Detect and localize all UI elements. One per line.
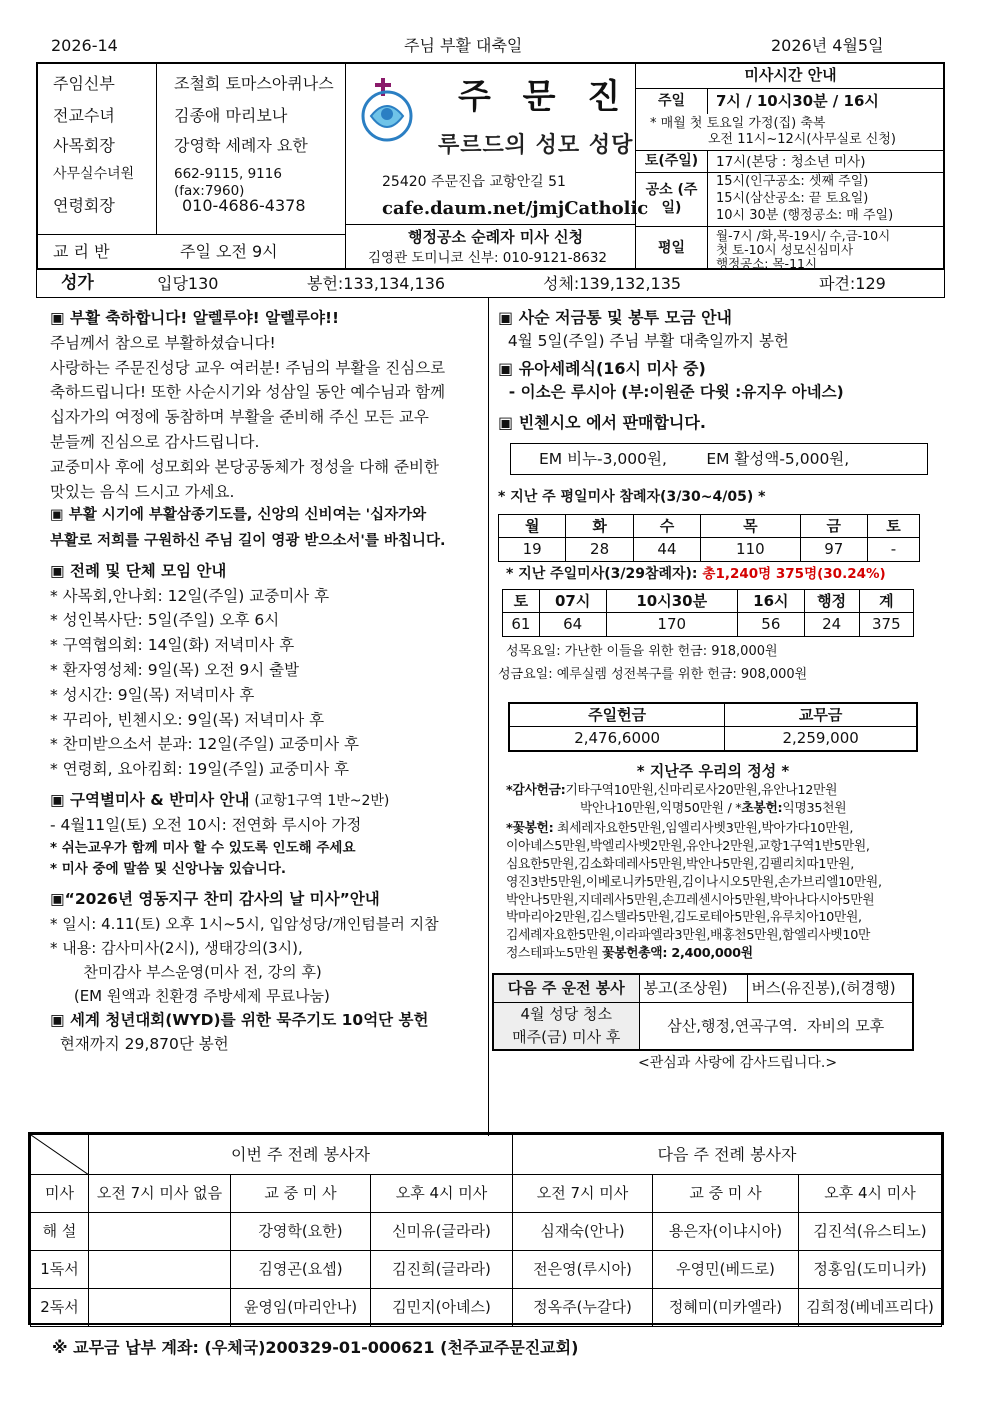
mass-value: 15시(삼산공소: 끝 토요일) [716,191,869,206]
special-offering: 성목요일: 가난한 이들을 위한 헌금: 918,000원 [506,643,778,659]
mass-title: 미사시간 안내 [744,66,837,84]
mass-value: 15시(인구공소: 셋째 주일) [716,174,869,189]
parish-logo-icon [356,76,418,144]
offering-text: 심요한5만원,김소화데레사5만원,박안나5만원,김펠리치따1만원, [506,856,854,872]
table-header: 미사 [31,1175,89,1213]
mass-note: * 매월 첫 토요일 가정(집) 축복 [650,116,826,131]
offering-text: 김세례자요한5만원,이라파엘라3만원,배홍천5만원,함엘리사벳10만 [506,928,871,944]
list-item: * 성인복사단: 5일(주일) 오후 6시 [50,611,280,630]
table-cell: 윤영임(마리안나) [231,1289,371,1327]
table-header: 금 [800,514,867,538]
right-column [498,300,928,1074]
staff-value: 주일 오전 9시 [180,242,278,261]
list-item: * 구역협의회: 14일(화) 저녁미사 후 [50,636,295,655]
offering-text: 익명35천원 [782,801,847,816]
section-heading: ▣ 부활 축하합니다! 알렐루야! 알렐루야!! [50,309,340,327]
staff-key: 사무실수녀원 [53,166,135,182]
offering-table [508,702,918,752]
special-offering: 성금요일: 예루실렘 성전복구를 위한 헌금: 908,000원 [498,667,808,683]
table-row [31,1251,942,1289]
offering-title: * 지난주 우리의 정성 * [636,761,790,780]
list-item: 현재까지 29,870단 봉헌 [50,1035,229,1054]
mass-key: 평일 [636,227,708,270]
staff-key: 교 리 반 [53,242,110,261]
table-cell: 19 [499,538,566,562]
section-heading: ▣ 세계 청년대회(WYD)를 위한 묵주기도 10억단 봉헌 [50,1010,429,1029]
staff-value: 조철희 토마스아퀴나스 [174,74,334,93]
offering-text: 정스테파노5만원 [506,946,599,962]
table-cell: 김영곤(요셉) [231,1251,371,1289]
table-header: 교무금 [725,703,917,727]
servers-table [28,1132,944,1325]
table-header: 목 [701,514,800,538]
table-cell: 170 [606,613,738,637]
hymn-entry: 입당130 [157,274,219,293]
table-cell: 신미유(글라라) [371,1213,513,1251]
mass-row-sunday [636,88,945,114]
list-item: * 찬미받으소서 분과: 12일(주일) 교중미사 후 [50,735,359,754]
offering-text: 기타구역10만원,신마리로사20만원,유안나12만원 [565,783,838,799]
feast-name: 주님 부활 대축일 [404,36,523,55]
body-line: - 이소은 루시아 (부:이원준 다윗 :유지우 아네스) [498,383,844,402]
table-cell: 김진희(글라라) [371,1251,513,1289]
hymn-communion: 성체:139,132,135 [543,274,682,293]
table-cell [89,1213,231,1251]
list-item: * 연령회, 요아킴회: 19일(주일) 교중미사 후 [50,760,349,779]
staff-value: 강영학 세례자 요한 [174,136,308,155]
table-cell: 56 [738,613,805,637]
table-cell: 97 [800,538,867,562]
offering-text: 최세레자요한5만원,임엘리사벳3만원,박아가다10만원, [553,820,854,836]
staff-key: 사목회장 [53,136,115,155]
hymn-line [36,270,945,298]
volunteer-table [492,973,914,1051]
table-cell: 정옥주(누갈다) [513,1289,653,1327]
table-row [31,1213,942,1251]
table-header: 다음 주 운전 봉사 [493,974,639,1002]
mass-row-saturday [636,150,945,172]
table-header: 10시30분 [606,589,738,613]
offering-text: 박안나5만원,지데레사5만원,손끄레센시아5만원,박아나다시아5만원 [506,892,875,908]
staff-value: 010-4686-4378 [182,196,306,215]
body-line: 4월 5일(주일) 주님 부활 대축일까지 봉헌 [498,332,789,350]
list-item: * 내용: 감사미사(2시), 생태강의(3시), [50,938,303,957]
staff-value: 662-9115, 9116 (fax:7960) [174,166,282,199]
list-item: * 쉬는교우가 함께 미사 할 수 있도록 인도해 주세요 [50,839,356,856]
offering-label: 초봉헌: [741,801,783,816]
table-cell: 해 설 [31,1213,89,1251]
staff-key: 주임신부 [53,74,115,93]
section-heading: ▣ 빈첸시오 에서 판매합니다. [498,412,706,432]
list-item: * 꾸리아, 빈첸시오: 9일(목) 저녁미사 후 [50,710,325,729]
weekday-title: * 지난 주 평일미사 참례자(3/30~4/05) * [498,488,766,505]
sunday-total: 총1,240명 375명(30.24%) [702,565,886,582]
table-header: 교 중 미 사 [231,1175,371,1213]
staff-box [38,64,346,268]
table-cell: 우영민(베드로) [653,1251,799,1289]
sunday-title: * 지난 주일미사(3/29참례자): [506,565,703,582]
section-heading: ▣ 전례 및 단체 모임 안내 [50,561,227,580]
table-cell: 110 [701,538,800,562]
table-header: 화 [566,514,633,538]
mass-note: 오전 11시~12시(사무실로 신청) [708,132,896,147]
table-header: 토 [503,589,540,613]
offering-total: 꽃봉헌총액: 2,400,000원 [602,946,753,962]
staff-key: 전교수녀 [53,106,115,125]
table-cell: 용은자(이냐시아) [653,1213,799,1251]
table-cell: 삼산,행정,연곡구역. 자비의 모후 [639,1002,913,1050]
hymn-offer: 봉헌:133,134,136 [307,274,446,293]
table-row [31,1289,942,1327]
mass-value: 행정공소: 목-11시 [716,256,818,271]
table-cell: 64 [539,613,606,637]
offering-text: 박안나10만원,익명50만원 / * [580,801,742,816]
table-cell: 28 [566,538,633,562]
section-heading: ▣ 사순 저금통 및 봉투 모금 안내 [498,308,733,327]
table-cell: 김진석(유스티노) [799,1213,942,1251]
offering-text: 이아녜스5만원,박엘리사벳2만원,유안나2만원,교항1구역1반5만원, [506,838,870,854]
mass-times-box [636,64,945,271]
staff-key: 연령회장 [53,196,115,215]
list-item: * 미사 중에 말씀 및 신앙나눔 있습니다. [50,861,287,878]
thanks-footer: <관심과 사랑에 감사드립니다.> [638,1055,838,1072]
staff-value: 김종애 마리보나 [174,106,288,125]
weekday-table [498,514,920,562]
table-header: 오후 4시 미사 [371,1175,513,1213]
table-cell: 375 [859,613,913,637]
list-item: 찬미감사 부스운영(미사 전, 강의 후) [50,962,322,981]
left-column [50,300,484,1057]
mass-row-weekday [636,226,945,270]
table-cell: 김민지(아녜스) [371,1289,513,1327]
table-header: 토 [867,514,919,538]
prayer-notice: ▣ 부활 시기에 부활삼종기도를, 신앙의 신비여는 '십자가와 [50,507,427,524]
body-line: 사랑하는 주문진성당 교우 여러분! 주님의 부활을 진심으로 [50,358,446,377]
table-header: 월 [499,514,566,538]
parish-name: 루르드의 성모 성당 [438,133,634,158]
body-line: 축하드립니다! 또한 사순시기와 성삼일 동안 예수님과 함께 [50,383,446,402]
list-item: - 4월11일(토) 오전 10시: 전연화 루시아 가정 [50,815,362,834]
table-cell [89,1251,231,1289]
prayer-notice: 부활로 저희를 구원하신 주님 길이 영광 받으소서'를 바칩니다. [50,532,446,549]
body-line: 분들께 진심으로 감사드립니다. [50,432,260,451]
offering-text: 영진3반5만원,이베로니카5만원,김이나시오5만원,손가브리엘10만원, [506,874,882,890]
list-item: * 사목회,안나회: 12일(주일) 교중미사 후 [50,586,330,605]
table-cell: 봉고(조상원) [639,974,747,1002]
body-line: 십자가의 여정에 동참하며 부활을 준비해 주신 모든 교우 [50,408,429,427]
table-header: 수 [633,514,700,538]
table-header: 16시 [738,589,805,613]
table-header: 오전 7시 미사 없음 [89,1175,231,1213]
hymn-label: 성가 [61,273,94,293]
table-cell: 정홍임(도미니카) [799,1251,942,1289]
mass-row-gongso [636,172,945,226]
offering-text: 박마리아2만원,김스텔라5만원,김도로테아5만원,유루치아10만원, [506,910,862,926]
diagonal-line-icon [31,1135,89,1175]
table-header: 매주(금) 미사 후 [512,1027,621,1046]
servers-next-week: 다음 주 전례 봉사자 [513,1135,942,1175]
table-cell: 강영학(요한) [231,1213,371,1251]
table-cell: 44 [633,538,700,562]
mass-value: 월-7시 /화,목-19시/ 수,금-10시 [716,228,891,243]
table-cell: 1독서 [31,1251,89,1289]
masthead [36,62,945,270]
cafe-link[interactable]: cafe.daum.net/jmjCatholic [382,198,649,219]
body-line: 교중미사 후에 성모회와 본당공동체가 정성을 다해 준비한 [50,457,439,476]
body-line: 주님께서 참으로 부활하셨습니다! [50,333,276,352]
table-header: 4월 성당 청소 [520,1005,613,1024]
list-item: * 성시간: 9일(목) 저녁미사 후 [50,685,255,704]
issue-number: 2026-14 [51,36,118,55]
list-item: (EM 원액과 친환경 주방세제 무료나눔) [50,986,330,1005]
pilgrim-contact: 김영관 도미니코 신부: 010-9121-8632 [368,250,608,266]
pilgrim-notice: 행정공소 순례자 미사 신청 [408,228,584,246]
table-cell: 61 [503,613,540,637]
mass-key: 공소 (주일) [636,173,708,226]
mass-value: 17시(본당 : 청소년 미사) [716,154,866,170]
table-header: 오후 4시 미사 [799,1175,942,1213]
section-heading: ▣ 구역별미사 & 반미사 안내 [50,790,250,809]
offering-label: *감사헌금: [506,783,566,799]
table-header: 오전 7시 미사 [513,1175,653,1213]
table-cell: 2,259,000 [725,727,917,751]
table-cell: 심재숙(안나) [513,1213,653,1251]
sale-box: EM 비누-3,000원, EM 활성액-5,000원, [510,443,928,475]
list-item: * 환자영성체: 9일(목) 오전 9시 출발 [50,660,300,679]
parish-box [346,64,649,268]
section-sub: (교항1구역 1반~2반) [254,792,390,809]
parish-address: 25420 주문진읍 교항안길 51 [382,174,566,190]
table-cell: 정혜미(미카엘라) [653,1289,799,1327]
table-cell: 전은영(루시아) [513,1251,653,1289]
mass-key: 주일 [636,89,708,114]
servers-this-week: 이번 주 전례 봉사자 [89,1135,513,1175]
table-cell: 2,476,6000 [509,727,725,751]
table-header: 07시 [539,589,606,613]
table-header: 교 중 미 사 [653,1175,799,1213]
issue-date: 2026년 4월5일 [771,36,884,55]
mass-value: 7시 / 10시30분 / 16시 [716,92,879,110]
offering-label: *꽃봉헌: [506,820,554,836]
mass-key: 토(주일) [636,151,708,172]
table-cell: - [867,538,919,562]
section-heading: ▣ 유아세례식(16시 미사 중) [498,359,706,379]
table-cell: 2독서 [31,1289,89,1327]
header-line [36,36,956,60]
table-cell: 24 [804,613,859,637]
table-header: 계 [859,589,913,613]
table-header: 행정 [804,589,859,613]
parish-title: 주 문 진 [458,77,631,117]
table-header: 주일헌금 [509,703,725,727]
table-cell: 김희정(베네프리다) [799,1289,942,1327]
list-item: * 일시: 4.11(토) 오후 1시~5시, 입암성당/개인텀블러 지참 [50,914,439,933]
section-heading: ▣“2026년 영동지구 찬미 감사의 날 미사”안내 [50,889,380,908]
sunday-table [502,589,914,637]
offering-list [498,782,928,963]
body-line: 맛있는 음식 드시고 가세요. [50,482,235,501]
hymn-exit: 파견:129 [819,274,886,293]
table-cell [89,1289,231,1327]
account-footer: ※ 교무금 납부 계좌: (우체국)200329-01-000621 (천주교주문진교회) [52,1338,579,1357]
mass-value: 10시 30분 (행정공소: 매 주일) [716,208,894,223]
diagonal-cell [31,1135,89,1175]
table-cell: 버스(유진봉),(허경행) [747,974,913,1002]
mass-value: 첫 토-10시 성모신심미사 [716,242,854,257]
